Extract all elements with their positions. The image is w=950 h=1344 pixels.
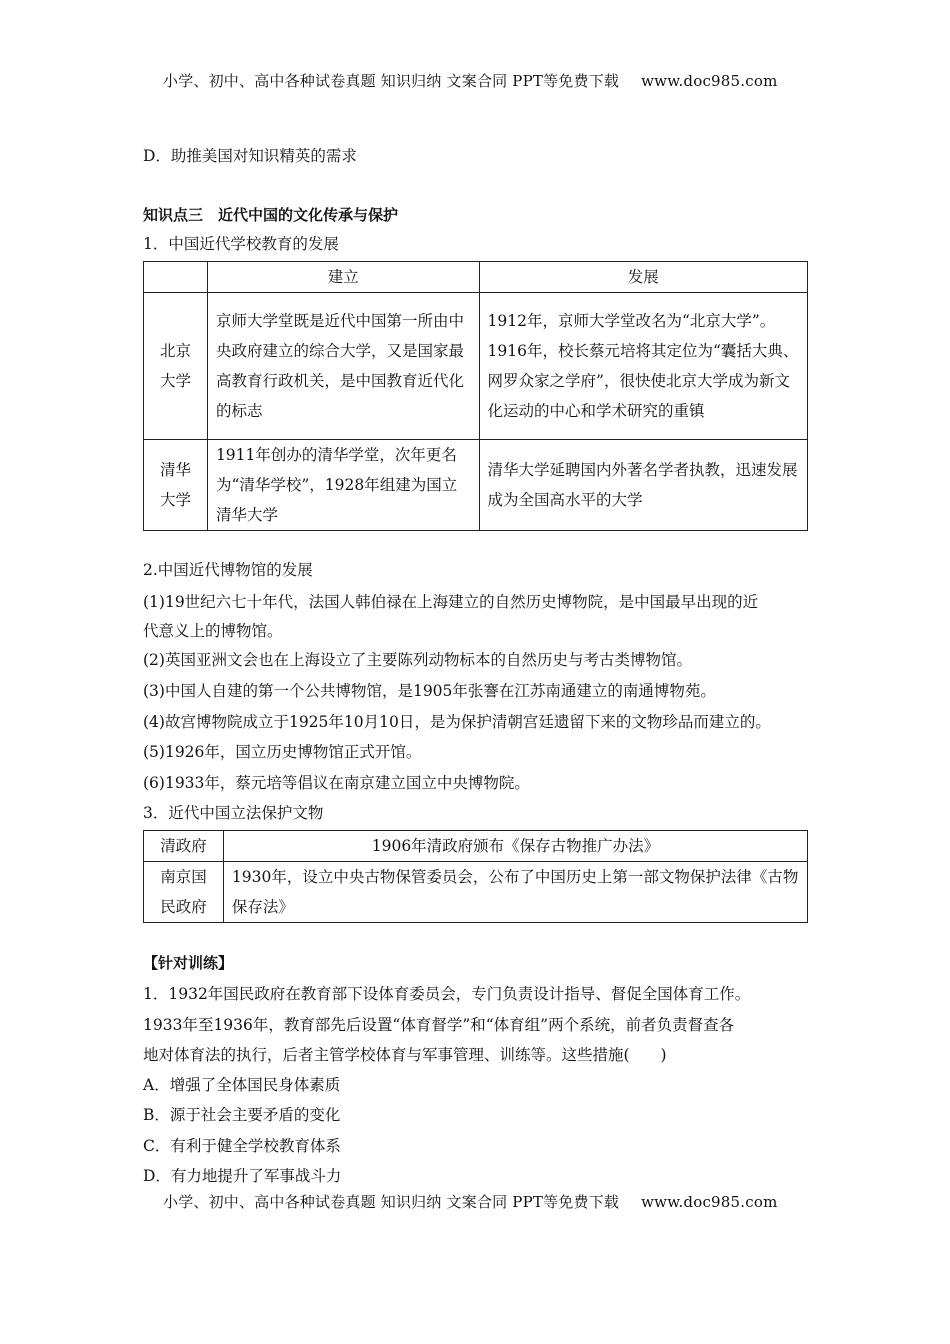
option-b: B．源于社会主要矛盾的变化 xyxy=(143,1106,341,1124)
table-row xyxy=(144,293,808,440)
row-name-qing: 清政府 xyxy=(144,831,224,862)
item1-title: 1．中国近代学校教育的发展 xyxy=(143,235,339,253)
museum-point-5: (5)1926年，国立历史博物馆正式开馆。 xyxy=(143,743,422,761)
item2-title: 2.中国近代博物馆的发展 xyxy=(143,561,313,579)
item3-title: 3．近代中国立法保护文物 xyxy=(143,804,324,822)
option-a: A．增强了全体国民身体素质 xyxy=(143,1076,341,1094)
question-line-3: 地对体育法的执行，后者主管学校体育与军事管理、训练等。这些措施( ) xyxy=(143,1046,667,1064)
table-row xyxy=(144,440,808,531)
table-row xyxy=(144,862,808,923)
table-header-empty xyxy=(144,262,208,293)
question-line-1: 1．1932年国民政府在教育部下设体育委员会，专门负责设计指导、督促全国体育工作。 xyxy=(143,985,751,1003)
museum-point-1b: 代意义上的博物馆。 xyxy=(143,622,283,640)
footer-text: 小学、初中、高中各种试卷真题 知识归纳 文案合同 PPT等免费下载 xyxy=(163,1193,620,1211)
school-education-table xyxy=(143,261,808,531)
section-title: 知识点三 近代中国的文化传承与保护 xyxy=(143,206,399,224)
option-d: D．有力地提升了军事战斗力 xyxy=(143,1167,342,1185)
museum-point-6: (6)1933年，蔡元培等倡议在南京建立国立中央博物院。 xyxy=(143,774,530,792)
row-content-qing: 1906年清政府颁布《保存古物推广办法》 xyxy=(223,831,807,862)
footer-url[interactable]: www.doc985.com xyxy=(641,1193,778,1211)
page-footer xyxy=(163,1191,778,1212)
previous-option-d: D．助推美国对知识精英的需求 xyxy=(143,147,357,165)
header-text: 小学、初中、高中各种试卷真题 知识归纳 文案合同 PPT等免费下载 xyxy=(163,72,620,90)
row-content-nanjing: 1930年，设立中央古物保管委员会，公布了中国历史上第一部文物保护法律《古物保存法》 xyxy=(223,862,807,923)
table-header-row xyxy=(144,262,808,293)
row-name-nanjing: 南京国民政府 xyxy=(144,862,224,923)
row-establish-tsinghua: 1911年创办的清华学堂，次年更名为“清华学校”，1928年组建为国立清华大学 xyxy=(207,440,479,531)
header-url[interactable]: www.doc985.com xyxy=(641,72,778,90)
museum-point-2: (2)英国亚洲文会也在上海设立了主要陈列动物标本的自然历史与考古类博物馆。 xyxy=(143,651,692,669)
column-header-establish: 建立 xyxy=(207,262,479,293)
museum-point-4: (4)故宫博物院成立于1925年10月10日，是为保护清朝宫廷遗留下来的文物珍品而建立的。 xyxy=(143,713,771,731)
row-develop-tsinghua: 清华大学延聘国内外著名学者执教，迅速发展成为全国高水平的大学 xyxy=(479,440,807,531)
option-c: C．有利于健全学校教育体系 xyxy=(143,1137,341,1155)
relic-protection-table xyxy=(143,830,808,923)
row-establish-peking: 京师大学堂既是近代中国第一所由中央政府建立的综合大学，又是国家最高教育行政机关，是中国教育近代化的标志 xyxy=(207,293,479,440)
column-header-develop: 发展 xyxy=(479,262,807,293)
row-name-peking: 北京大学 xyxy=(144,293,208,440)
museum-point-3: (3)中国人自建的第一个公共博物馆，是1905年张謇在江苏南通建立的南通博物苑。 xyxy=(143,682,716,700)
row-develop-peking: 1912年，京师大学堂改名为“北京大学”。1916年，校长蔡元培将其定位为“囊括大典、网罗众家之学府”，很快使北京大学成为新文化运动的中心和学术研究的重镇 xyxy=(479,293,807,440)
page-header xyxy=(163,70,778,91)
training-title: 【针对训练】 xyxy=(143,954,234,972)
question-line-2: 1933年至1936年，教育部先后设置“体育督学”和“体育组”两个系统，前者负责督查各 xyxy=(143,1016,735,1034)
table-row xyxy=(144,831,808,862)
row-name-tsinghua: 清华大学 xyxy=(144,440,208,531)
museum-point-1a: (1)19世纪六七十年代，法国人韩伯禄在上海建立的自然历史博物院，是中国最早出现的近 xyxy=(143,593,759,611)
